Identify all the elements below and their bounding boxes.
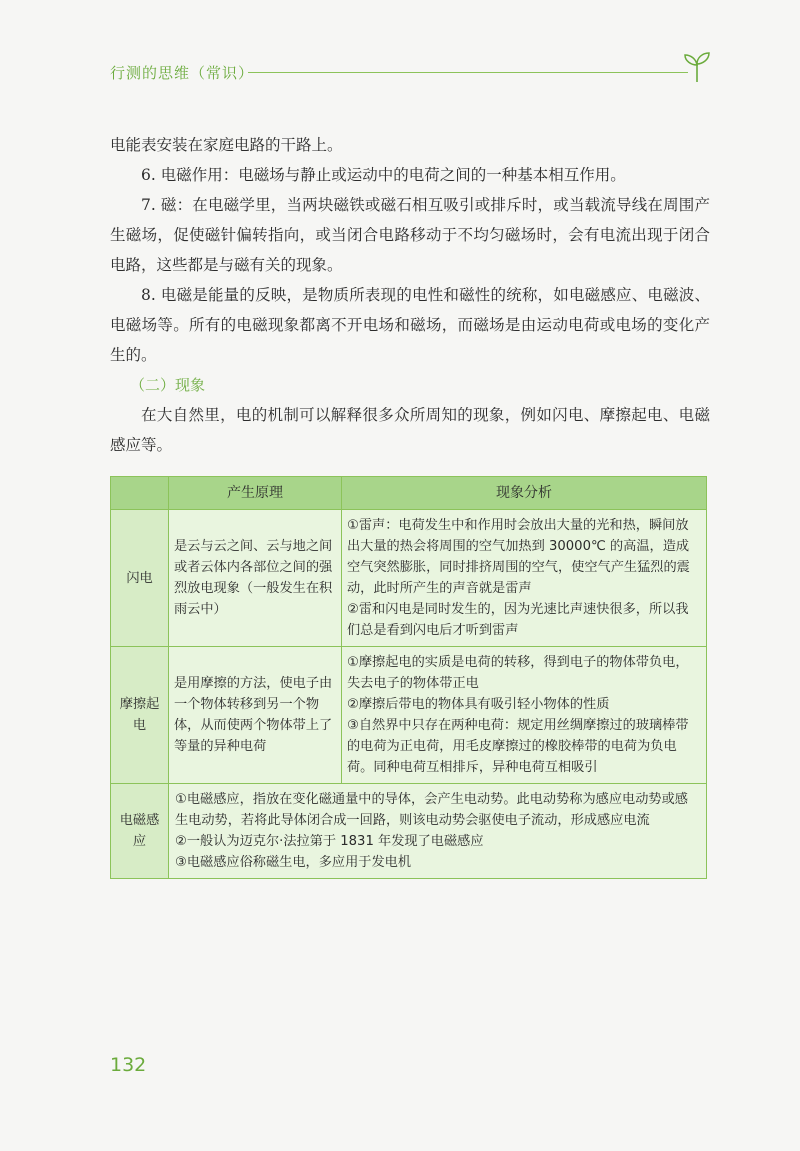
row-label: 闪电 bbox=[111, 510, 169, 647]
row-label: 电磁感应 bbox=[111, 784, 169, 879]
row-label: 摩擦起电 bbox=[111, 647, 169, 784]
induction-item: ②一般认为迈克尔·法拉第于 1831 年发现了电磁感应 bbox=[175, 834, 484, 849]
analysis-item: ②雷和闪电是同时发生的，因为光速比声速快很多，所以我们总是看到闪电后才听到雷声 bbox=[347, 602, 689, 638]
section-heading: （二）现象 bbox=[130, 376, 206, 394]
header-cell-principle: 产生原理 bbox=[169, 477, 342, 510]
table-header-row bbox=[111, 477, 707, 510]
paragraph: 7. 磁：在电磁学里，当两块磁铁或磁石相互吸引或排斥时，或当载流导线在周围产生磁场，促使磁针偏转指向，或当闭合电路移动于不均匀磁场时，会有电流出现于闭合电路，这些都是与磁有关的现象。 bbox=[110, 196, 710, 274]
analysis-cell bbox=[342, 647, 707, 784]
body-text bbox=[110, 130, 710, 460]
sprout-icon bbox=[682, 50, 712, 84]
header-cell-empty bbox=[111, 477, 169, 510]
table-row-friction bbox=[111, 647, 707, 784]
intro-paragraph: 在大自然里，电的机制可以解释很多众所周知的现象，例如闪电、摩擦起电、电磁感应等。 bbox=[110, 406, 710, 454]
analysis-item: ③自然界中只存在两种电荷：规定用丝绸摩擦过的玻璃棒带的电荷为正电荷，用毛皮摩擦过的橡胶棒带的电荷为负电荷。同种电荷互相排斥，异种电荷互相吸引 bbox=[347, 718, 689, 775]
analysis-cell bbox=[342, 510, 707, 647]
analysis-item: ①摩擦起电的实质是电荷的转移，得到电子的物体带负电，失去电子的物体带正电 bbox=[347, 655, 689, 691]
induction-item: ①电磁感应，指放在变化磁通量中的导体，会产生电动势。此电动势称为感应电动势或感生电动势，若将此导体闭合成一回路，则该电动势会驱使电子流动，形成感应电流 bbox=[175, 792, 688, 828]
page-header bbox=[110, 58, 710, 88]
header-cell-analysis: 现象分析 bbox=[342, 477, 707, 510]
analysis-item: ②摩擦后带电的物体具有吸引轻小物体的性质 bbox=[347, 697, 610, 712]
induction-cell bbox=[169, 784, 707, 879]
paragraph: 电能表安装在家庭电路的干路上。 bbox=[110, 136, 343, 154]
phenomena-table bbox=[110, 476, 707, 879]
induction-item: ③电磁感应俗称磁生电，多应用于发电机 bbox=[175, 855, 412, 870]
table-row-induction bbox=[111, 784, 707, 879]
header-rule bbox=[248, 72, 688, 73]
page-number: 132 bbox=[110, 1054, 147, 1076]
header-title: 行测的思维（常识） bbox=[110, 64, 255, 82]
paragraph: 8. 电磁是能量的反映，是物质所表现的电性和磁性的统称，如电磁感应、电磁波、电磁场等。所有的电磁现象都离不开电场和磁场，而磁场是由运动电荷或电场的变化产生的。 bbox=[110, 286, 710, 364]
table-row-lightning bbox=[111, 510, 707, 647]
analysis-item: ①雷声：电荷发生中和作用时会放出大量的光和热，瞬间放出大量的热会将周围的空气加热到 30000℃ 的高温，造成空气突然膨胀，同时排挤周围的空气，使空气产生猛烈的震动，此时所产生的声音就是雷声 bbox=[347, 518, 690, 596]
principle-cell: 是云与云之间、云与地之间或者云体内各部位之间的强烈放电现象（一般发生在积雨云中） bbox=[169, 510, 342, 647]
principle-cell: 是用摩擦的方法，使电子由一个物体转移到另一个物体，从而使两个物体带上了等量的异种电荷 bbox=[169, 647, 342, 784]
paragraph: 6. 电磁作用：电磁场与静止或运动中的电荷之间的一种基本相互作用。 bbox=[141, 166, 626, 184]
